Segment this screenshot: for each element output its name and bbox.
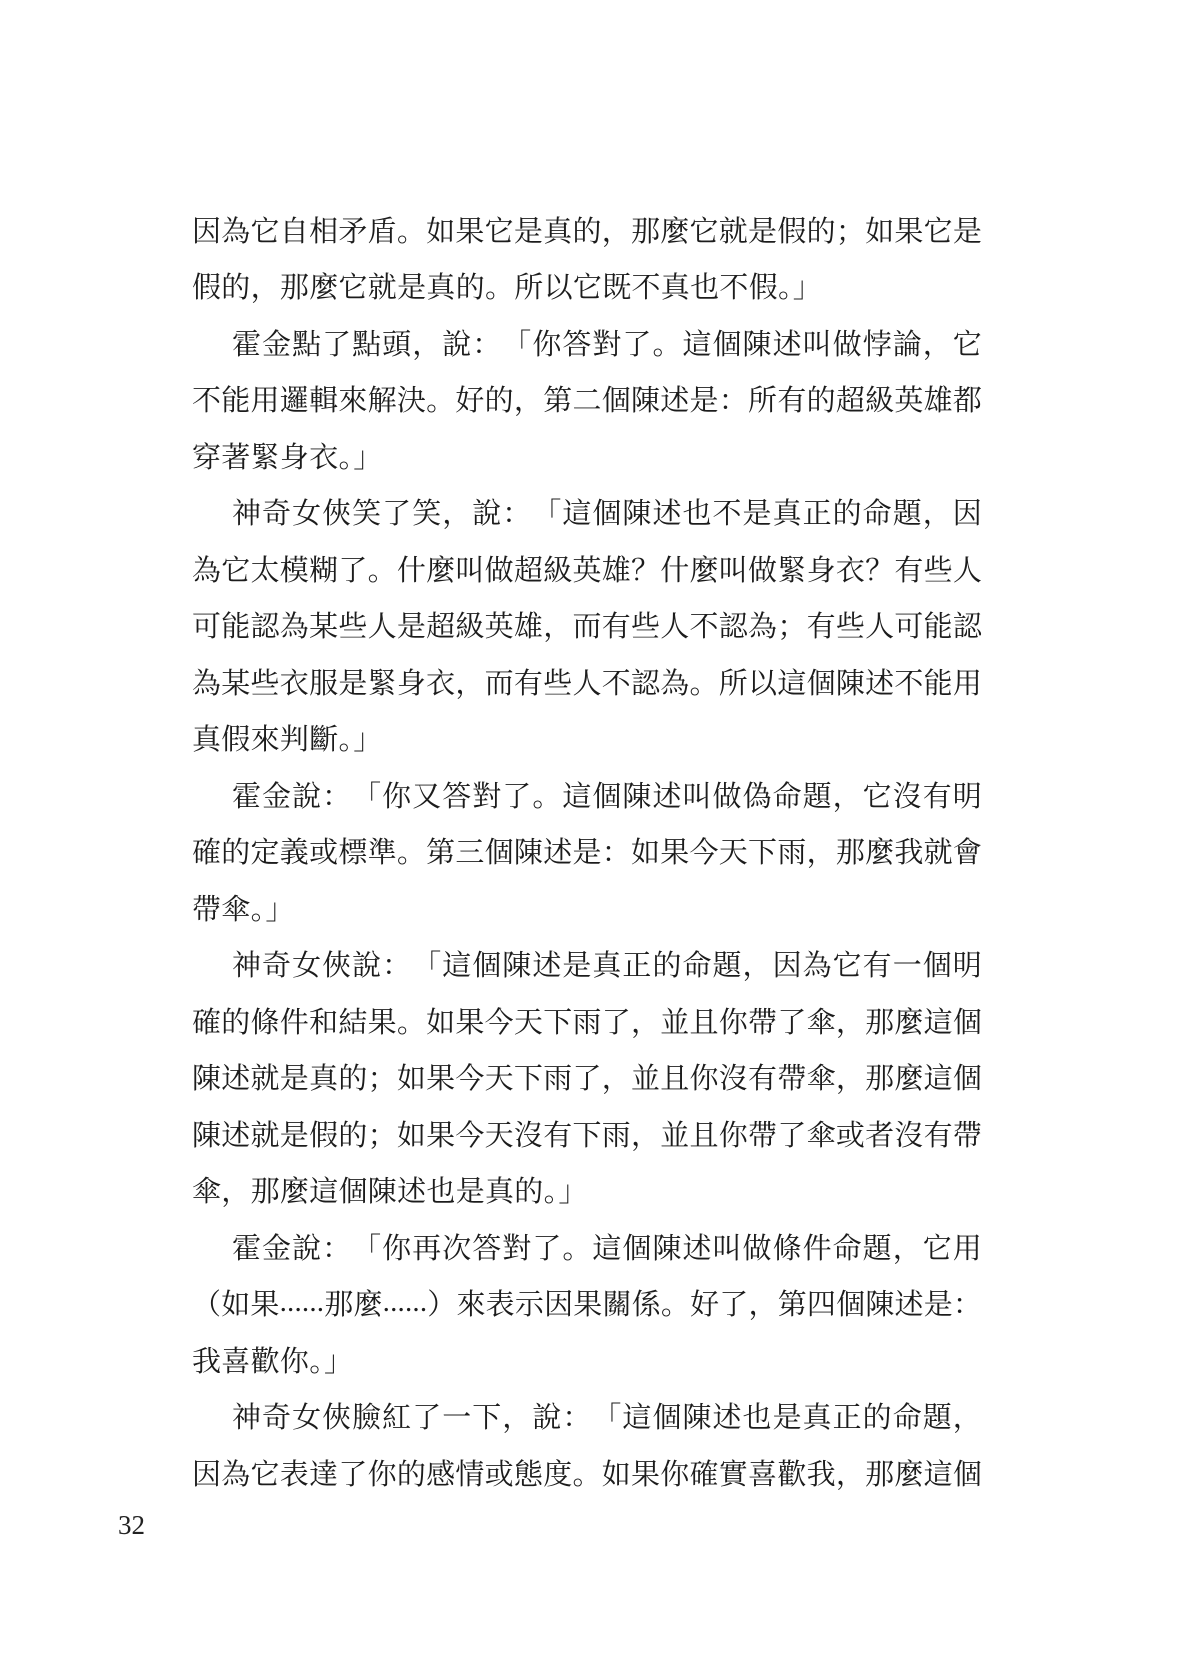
text-line: 確 的 定 義 或 標 準 。 第 三 個 陳 述 是 ： 如 果 今 天 下 雨 ， 那 麼 我 就 會: [192, 837, 982, 870]
text-line: 霍 金 說 ： 「 你 再 次 答 對 了 。 這 個 陳 述 叫 做 條 件 命 題 ， 它 用: [232, 1232, 982, 1265]
text-line: 不 能 用 邏 輯 來 解 決 。 好 的 ， 第 二 個 陳 述 是 ： 所 有 的 超 級 英 雄 都: [192, 385, 982, 418]
text-line: （ 如 果 . . . . . . 那 麼 . . . . . . ） 來 表 示 因 果 關 係 。 好 了 ， 第 四 個 陳 述 是 ：: [192, 1286, 982, 1322]
text-line: 為 某 些 衣 服 是 緊 身 衣 ， 而 有 些 人 不 認 為 。 所 以 這 個 陳 述 不 能 用: [192, 667, 982, 700]
text-line: 霍 金 點 了 點 頭 ， 說 ： 「 你 答 對 了 。 這 個 陳 述 叫 做 悖 論 ， 它: [232, 328, 982, 361]
text-line: 神 奇 女 俠 說 ： 「 這 個 陳 述 是 真 正 的 命 題 ， 因 為 它 有 一 個 明: [232, 950, 982, 983]
text-line: 傘，那麼這個陳述也是真的。」: [192, 1176, 588, 1209]
text-line: 穿著緊身衣。」: [192, 441, 383, 474]
text-line: 神 奇 女 俠 笑 了 笑 ， 說 ： 「 這 個 陳 述 也 不 是 真 正 的 命 題 ， 因: [232, 498, 982, 531]
text-block: [192, 201, 982, 1501]
text-line: 神 奇 女 俠 臉 紅 了 一 下 ， 說 ： 「 這 個 陳 述 也 是 真 正 的 命 題 ，: [232, 1402, 982, 1435]
text-line: 確 的 條 件 和 結 果 。 如 果 今 天 下 雨 了 ， 並 且 你 帶 了 傘 ， 那 麼 這 個: [192, 1006, 982, 1039]
text-line: 假的，那麼它就是真的。所以它既不真也不假。」: [192, 272, 823, 305]
text-line: 因 為 它 表 達 了 你 的 感 情 或 態 度 。 如 果 你 確 實 喜 歡 我 ， 那 麼 這 個: [192, 1458, 982, 1491]
text-line: 因 為 它 自 相 矛 盾 。 如 果 它 是 真 的 ， 那 麼 它 就 是 假 的 ； 如 果 它 是: [192, 215, 982, 248]
text-line: 陳 述 就 是 假 的 ； 如 果 今 天 沒 有 下 雨 ， 並 且 你 帶 了 傘 或 者 沒 有 帶: [192, 1119, 982, 1152]
text-line: 帶傘。」: [192, 893, 295, 926]
text-line: 真假來判斷。」: [192, 724, 383, 757]
text-line: 為 它 太 模 糊 了 。 什 麼 叫 做 超 級 英 雄 ？ 什 麼 叫 做 緊 身 衣 ？ 有 些 人: [192, 554, 982, 587]
text-line: 霍 金 說 ： 「 你 又 答 對 了 。 這 個 陳 述 叫 做 偽 命 題 ， 它 沒 有 明: [232, 780, 982, 813]
text-line: 我喜歡你。」: [192, 1345, 354, 1378]
text-line: 可 能 認 為 某 些 人 是 超 級 英 雄 ， 而 有 些 人 不 認 為 ； 有 些 人 可 能 認: [192, 611, 982, 644]
text-line: 陳 述 就 是 真 的 ； 如 果 今 天 下 雨 了 ， 並 且 你 沒 有 帶 傘 ， 那 麼 這 個: [192, 1063, 982, 1096]
page-number: 32: [118, 1510, 145, 1540]
